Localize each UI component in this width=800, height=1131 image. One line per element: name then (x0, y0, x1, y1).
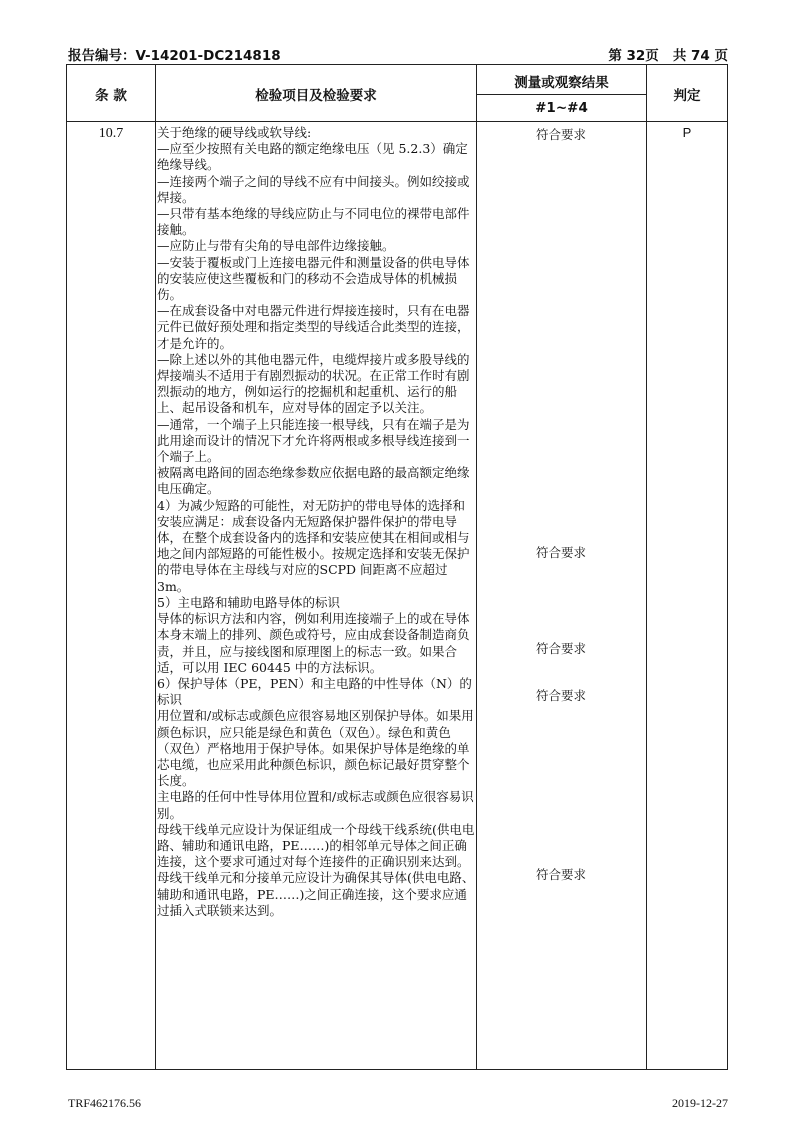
divider (67, 121, 727, 122)
report-number: 报告编号：V-14201-DC214818 (68, 48, 281, 64)
issue-date: 2019-12-27 (672, 1096, 728, 1110)
item-header: 检验项目及检验要求 (255, 88, 377, 104)
page-total: 共 74 页 (672, 48, 728, 64)
requirement-text (157, 125, 475, 919)
requirement-paragraph: 关于绝缘的硬导线或软导线: (157, 125, 312, 140)
divider (476, 94, 646, 95)
requirement-paragraph: —应至少按照有关电路的额定绝缘电压（见 5.2.3）确定绝缘导线。 (157, 141, 468, 173)
result-header: 测量或观察结果 (514, 75, 609, 91)
sample-header: #1~#4 (535, 100, 588, 116)
divider (646, 65, 647, 1069)
requirement-paragraph: 用位置和/或标志或颜色应很容易地区别保护导体。如果用颜色标识，应只能是绿色和黄色（双色）。绿色和黄色（双色）严格地用于保护导体。如果保护导体是绝缘的单芯电缆，也应采用此种颜色标识，颜色标记最好贯穿整个长度。 (157, 708, 474, 789)
inspection-table (66, 64, 728, 1070)
requirement-paragraph: 5）主电路和辅助电路导体的标识 (157, 594, 340, 610)
verdict-header: 判定 (673, 88, 701, 104)
requirement-paragraph: —应防止与带有尖角的导电部件边缘接触。 (157, 238, 395, 254)
requirement-paragraph: 母线干线单元应设计为保证组成一个母线干线系统(供电电路、辅助和通讯电路，PE……)的相邻单元导体之间正确连接，这个要求可通过对每个连接件的正确识别来达到。 (157, 821, 475, 870)
requirement-paragraph: —只带有基本绝缘的导线应防止与不同电位的裸带电部件接触。 (157, 206, 470, 238)
requirement-paragraph: —安装于覆板或门上连接电器元件和测量设备的供电导体的安装应使这些覆板和门的移动不会造成导体的机械损伤。 (157, 254, 470, 303)
divider (155, 65, 156, 1069)
result-text: 符合要求 (535, 545, 586, 560)
verdict-value: P (682, 125, 692, 140)
requirement-paragraph: 4）为减少短路的可能性，对无防护的带电导体的选择和安装应满足：成套设备内无短路保护器件保护的带电导体，在整个成套设备内的选择和安装应使其在相间或相与地之间内部短路的可能性极小。按规定选择和安装无保护的带电导体在主母线与对应的SCPD 间距离不应超过 3m。 (157, 497, 470, 594)
result-text: 符合要求 (535, 688, 586, 703)
requirement-paragraph: —除上述以外的其他电器元件，电缆焊接片或多股导线的焊接端头不适用于有剧烈振动的状况。在正常工作时有剧烈振动的地方，例如运行的挖掘机和起重机、运行的船上、起吊设备和机车，应对导体的固定予以关注。 (157, 351, 470, 416)
requirement-paragraph: —连接两个端子之间的导线不应有中间接头。例如绞接或焊接。 (157, 173, 470, 205)
clause-number: 10.7 (98, 126, 124, 141)
result-text: 符合要求 (535, 867, 586, 882)
result-text: 符合要求 (535, 127, 586, 142)
requirement-paragraph: 导体的标识方法和内容，例如利用连接端子上的或在导体本身末端上的排列、颜色或符号，应由成套设备制造商负责，并且，应与接线图和原理图上的标志一致。如果合适，可以用 IEC 60445 中的方法标识。 (157, 611, 470, 675)
requirement-paragraph: —通常，一个端子上只能连接一根导线，只有在端子是为此用途而设计的情况下才允许将两根或多根导线连接到一个端子上。 (157, 416, 470, 465)
requirement-paragraph: 母线干线单元和分接单元应设计为确保其导体(供电电路、辅助和通讯电路，PE……)之间正确连接，这个要求应通过插入式联锁来达到。 (157, 870, 475, 918)
form-number: TRF462176.56 (68, 1096, 142, 1110)
divider (476, 65, 477, 1069)
requirement-paragraph: 主电路的任何中性导体用位置和/或标志或颜色应很容易识别。 (157, 789, 474, 821)
result-text: 符合要求 (535, 641, 586, 656)
requirement-paragraph: 被隔离电路间的固态绝缘参数应依据电路的最高额定绝缘电压确定。 (157, 465, 470, 497)
page-number: 第 32页 (608, 48, 659, 64)
page-indicator (594, 44, 728, 64)
clause-header: 条 款 (95, 88, 127, 104)
requirement-paragraph: —在成套设备中对电器元件进行焊接连接时，只有在电器元件已做好预处理和指定类型的导线适合此类型的连接，才是允许的。 (157, 303, 470, 351)
requirement-paragraph: 6）保护导体（PE，PEN）和主电路的中性导体（N）的标识 (157, 675, 472, 708)
